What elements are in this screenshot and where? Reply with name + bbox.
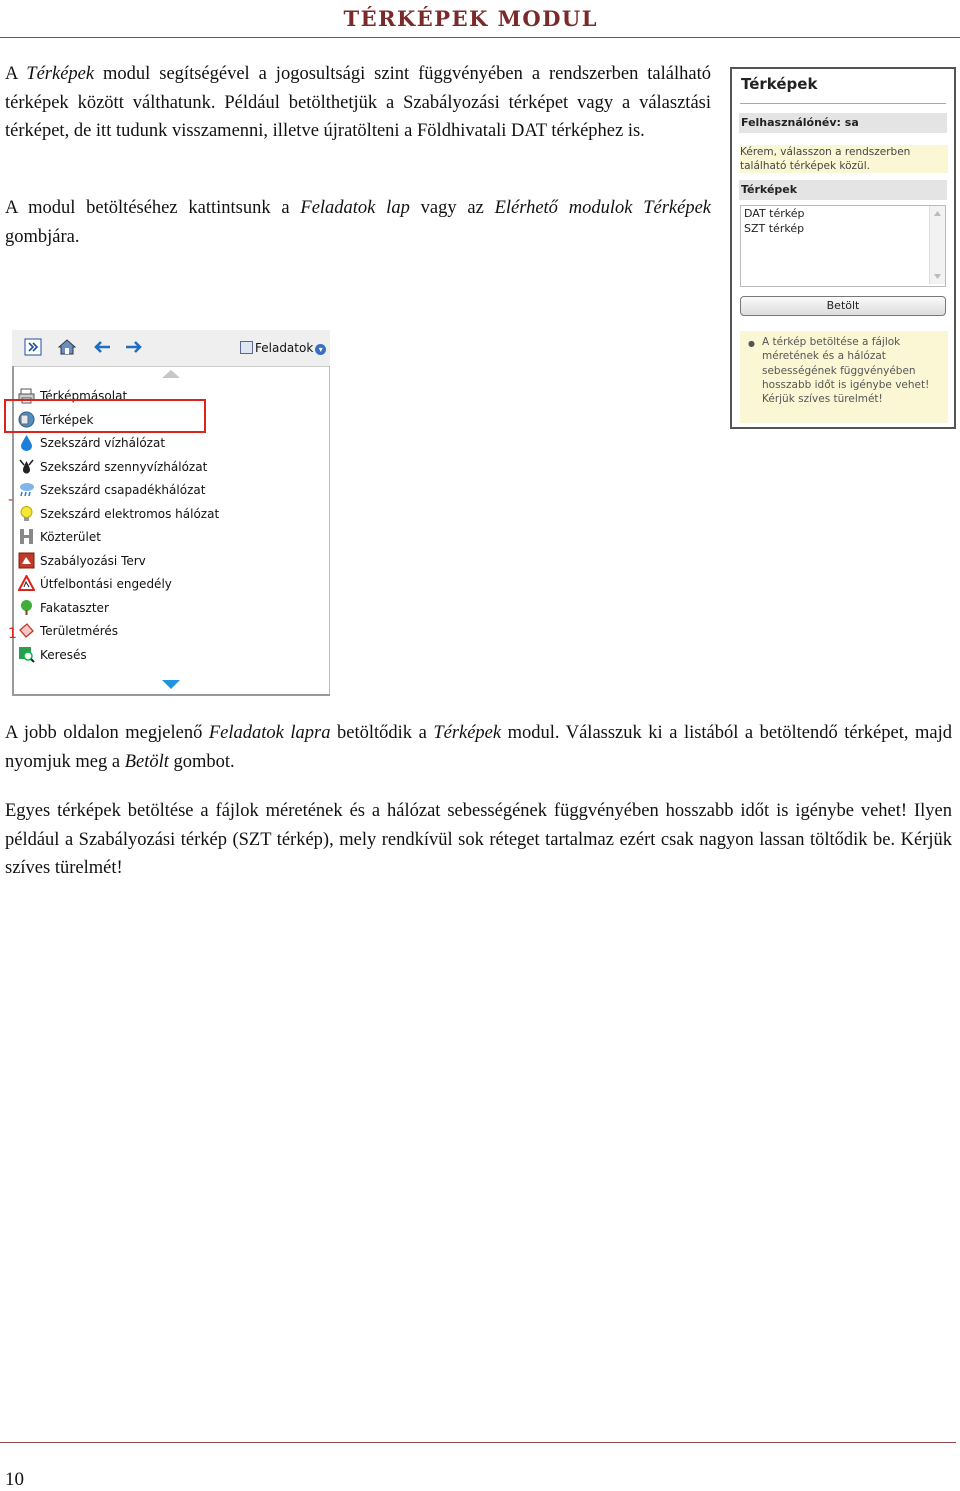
load-button[interactable]: Betölt (740, 296, 946, 316)
menu-item-teruletmeres[interactable]: Területmérés (18, 620, 118, 642)
cropped-edge-mark: 1 (8, 626, 17, 642)
scroll-up-icon[interactable] (162, 370, 180, 378)
tasks-menu-screenshot (8, 320, 330, 696)
menu-item-utfelbontasi-engedely[interactable]: Útfelbontási engedély (18, 573, 172, 595)
water-drop-icon (18, 434, 35, 451)
public-space-icon (18, 528, 35, 545)
area-measure-icon (18, 622, 35, 639)
result-paragraph: A jobb oldalon megjelenő Feladatok lapra betöltődik a Térképek modul. Válasszuk ki a listából a betöltendő térképet, majd nyomjuk meg a Betölt gombot. (5, 723, 953, 772)
cropped-edge-mark: ‐ (8, 492, 14, 508)
footer-divider (0, 1442, 956, 1443)
lightbulb-icon (18, 505, 35, 522)
forward-arrow-icon[interactable] (124, 338, 142, 356)
map-listbox[interactable] (740, 205, 946, 287)
menu-item-vizhalozat[interactable]: Szekszárd vízhálózat (18, 432, 165, 454)
instruction-paragraph: A modul betöltéséhez kattintsunk a Feladatok lap vagy az Elérhető modulok Térképek gombjára. (5, 198, 711, 247)
menu-item-terkepek[interactable]: Térképek (18, 409, 93, 431)
menu-border (12, 694, 330, 696)
back-arrow-icon[interactable] (92, 338, 110, 356)
panel-divider (740, 103, 946, 104)
menu-border (329, 366, 330, 696)
selection-prompt: Kérem, válasszon a rendszerben található térképek közül. (740, 145, 948, 173)
menu-item-kereses[interactable]: Keresés (18, 644, 87, 666)
map-list-item[interactable]: SZT térkép (744, 222, 805, 235)
search-icon (18, 646, 35, 663)
warning-paragraph: Egyes térképek betöltése a fájlok méretének és a hálózat sebességének függvényében hosszabb időt is igénybe vehet! Ilyen például a Szabályozási térkép (SZT térkép), mely rendkívül sok réteget tartalmaz ezért csak nagyon lassan töltődik be. Kérjük szíves türelmét! (5, 801, 952, 878)
page-number: 10 (5, 1469, 24, 1490)
intro-paragraph: A Térképek modul segítségével a jogosultsági szint függvényében a rendszerben található térképek között válthatunk. Például betölthetjük a Szabályozási térképet vagy a választási térképet, de itt tudunk visszamenni, illetve újratölteni a Földhivatali DAT térképhez is. (5, 64, 711, 141)
menu-item-szabalyozasi-terv[interactable]: Szabályozási Terv (18, 550, 146, 572)
scroll-down-icon[interactable] (162, 680, 180, 689)
menu-item-csapadekhalozat[interactable]: Szekszárd csapadékhálózat (18, 479, 205, 501)
listbox-scrollbar[interactable] (929, 206, 945, 284)
home-icon[interactable] (58, 338, 76, 356)
terkepek-panel-screenshot (730, 67, 956, 429)
menu-item-terkepmasolat[interactable]: Térképmásolat (18, 385, 127, 407)
panel-title: Térképek (741, 75, 818, 93)
loading-note: ● A térkép betöltése a fájlok méretének és a hálózat sebességének függvényében hosszabb időt is igénybe vehet! Kérjük szíves türelmét! (740, 331, 948, 423)
chevron-down-icon: ▾ (315, 344, 326, 355)
scroll-arrows-icon (930, 206, 945, 284)
menu-toolbar (12, 330, 330, 367)
warning-sign-icon (18, 575, 35, 592)
menu-item-kozterulet[interactable]: Közterület (18, 526, 101, 548)
tasks-dropdown[interactable]: Feladatok ▾ (240, 340, 326, 356)
bullet-icon: ● (748, 339, 755, 348)
expand-icon[interactable] (24, 338, 42, 356)
highlight-box (4, 399, 206, 433)
username-bar: Felhasználónév: sa (739, 113, 947, 133)
sewage-icon (18, 458, 35, 475)
tasks-icon (240, 341, 253, 354)
rain-cloud-icon (18, 481, 35, 498)
header-divider (0, 37, 960, 38)
menu-item-fakataszter[interactable]: Fakataszter (18, 597, 109, 619)
tree-icon (18, 599, 35, 616)
menu-item-elektromos-halozat[interactable]: Szekszárd elektromos hálózat (18, 503, 219, 525)
plan-icon (18, 552, 35, 569)
map-list-header: Térképek (739, 180, 947, 200)
menu-item-szennyvizhalozat[interactable]: Szekszárd szennyvízhálózat (18, 456, 207, 478)
map-list-item[interactable]: DAT térkép (744, 207, 805, 220)
page-header-title: TÉRKÉPEK MODUL (343, 6, 598, 31)
